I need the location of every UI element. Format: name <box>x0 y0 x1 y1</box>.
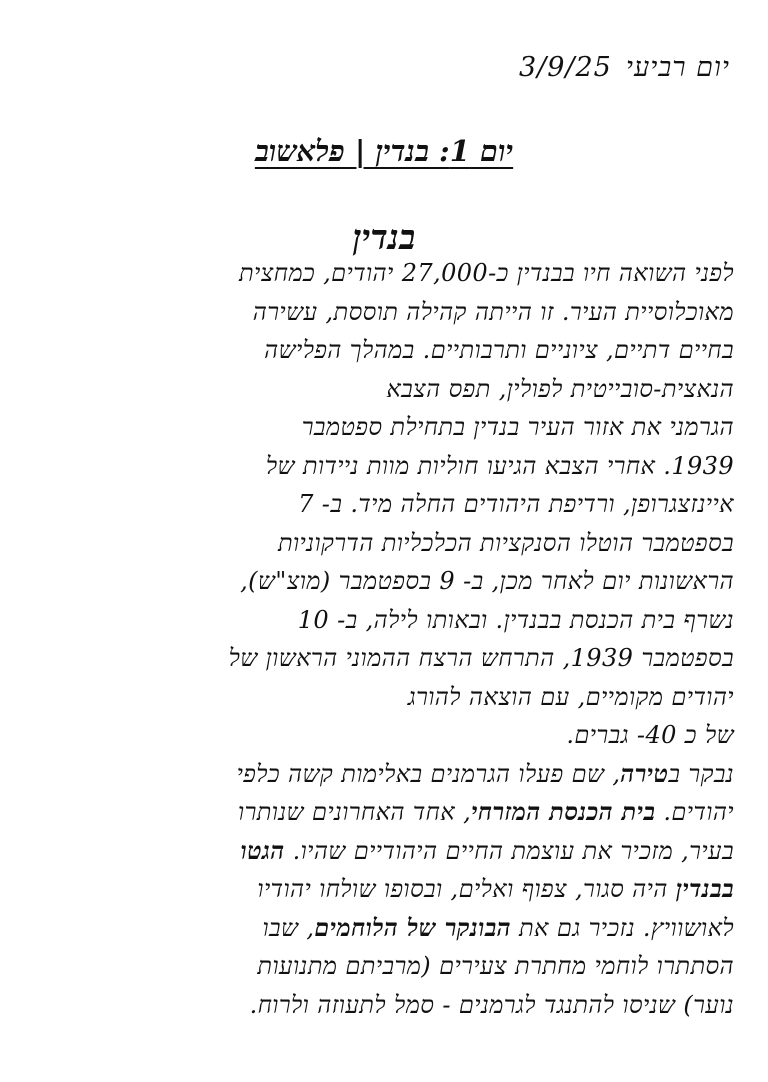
text-line: נשרף בית הכנסת בבנדין. ובאותו לילה, ב- 10 <box>297 605 734 634</box>
text-line <box>44 793 734 832</box>
text-line <box>44 832 734 871</box>
text-line: יהודים מקומיים, עם הוצאה להורג <box>407 682 734 711</box>
page-title: יום 1: בנדין | פלאשוב <box>254 134 514 168</box>
text-fragment: נבקר ב <box>668 759 734 788</box>
highlight-bendin: בבנדין <box>675 874 734 903</box>
section-heading: בנדין <box>352 218 416 258</box>
text-fragment: , שבו <box>262 913 315 942</box>
text-line: הגרמני את אזור העיר בנדין בתחילת ספטמבר <box>301 413 734 441</box>
text-fragment: בעיר, מזכיר את עוצמת החיים היהודיים שהיו. <box>284 836 734 865</box>
text-line: הראשונות יום לאחר מכן, ב- 9 בספטמבר (מוצ"ש), <box>240 567 734 595</box>
text-fragment: לאושוויץ. נזכיר גם את <box>510 913 734 942</box>
text-line: בספטמבר 1939, התרחש הרצח ההמוני הראשון של <box>228 644 734 672</box>
highlight-synagogue: בית הכנסת המזרחי <box>471 797 656 826</box>
text-line <box>44 755 734 794</box>
date: 3/9/25 <box>518 52 612 83</box>
text-line: לפני השואה חיו בבנדין כ-27,000 יהודים, כמחצית <box>239 259 734 287</box>
text-line: בספטמבר הוטלו הסנקציות הכלכליות הדרקוניות <box>277 528 734 557</box>
text-line: איינזצגרופן, ורדיפת היהודים החלה מיד. ב- 7 <box>298 490 734 518</box>
day-label: יום רביעי <box>625 52 730 83</box>
body-text <box>44 254 734 1024</box>
highlight-bunker: הבונקר של הלוחמים <box>314 912 511 942</box>
paragraph-history <box>44 254 734 755</box>
text-line: הסתתרו לוחמי מחתרת צעירים (מרביתם מתנועות <box>257 952 734 980</box>
text-fragment: היה סגור, צפוף ואלים, ובסופו שולחו יהודיו <box>257 875 676 903</box>
dateline <box>30 52 730 83</box>
text-line: נוער) שניסו להתנגד לגרמנים - סמל לתעוזה ולרוח. <box>249 990 734 1019</box>
highlight-castle: טירה <box>620 758 669 788</box>
paragraph-visits <box>44 755 734 1025</box>
text-line: של כ 40- גברים. <box>566 721 734 749</box>
text-line: מאוכלוסיית העיר. זו הייתה קהילה תוססת, עשירה <box>252 297 734 326</box>
text-line <box>44 909 734 948</box>
text-line: בחיים דתיים, ציוניים ותרבותיים. במהלך הפלישה <box>264 336 734 364</box>
text-line <box>44 870 734 909</box>
text-fragment: יהודים. <box>655 798 734 826</box>
text-line: הנאצית-סובייטית לפולין, תפס הצבא <box>386 374 734 403</box>
text-fragment: , אחד האחרונים שנותרו <box>238 798 472 826</box>
highlight-ghetto: הגטו <box>240 835 285 865</box>
text-fragment: , שם פעלו הגרמנים באלימות קשה כלפי <box>236 759 621 788</box>
text-line: 1939. אחרי הצבא הגיעו חוליות מוות ניידות של <box>265 451 734 480</box>
